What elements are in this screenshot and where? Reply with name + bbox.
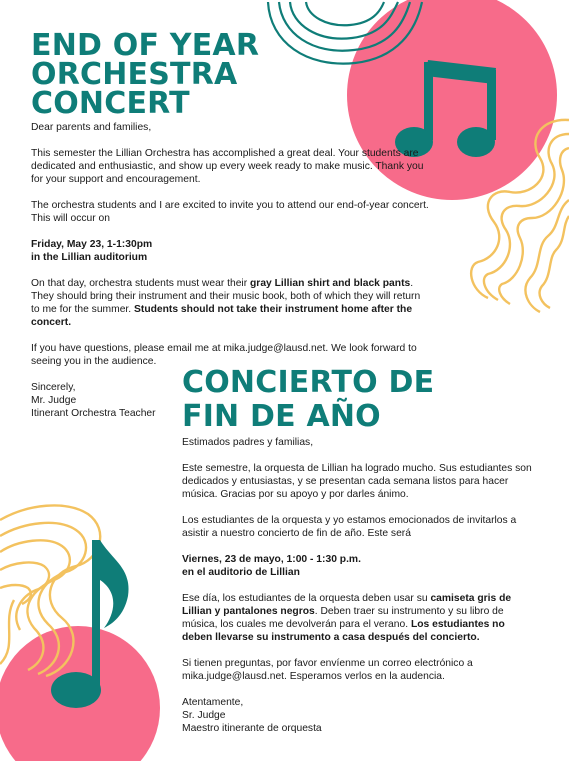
spanish-signer: Sr. Judge: [182, 710, 226, 721]
english-dress-paragraph: [31, 277, 431, 329]
spanish-dress-code: camiseta gris de Lillian y pantalones negros: [182, 593, 512, 617]
spanish-title: [182, 366, 434, 434]
english-dress-warning: Students should not take their instrument home after the concert.: [31, 304, 413, 328]
english-title-line-3: CONCERT: [31, 86, 190, 121]
english-signoff: Sincerely,: [31, 382, 76, 393]
spanish-letter: [182, 436, 537, 735]
spanish-paragraph-1: Este semestre, la orquesta de Lillian ha logrado mucho. Sus estudiantes son dedicados y entusiastas, y se presentan cada semana listos para hacer música. Gracias por su apoyo y por darles ánimo.: [182, 463, 532, 500]
english-title-line-2: ORCHESTRA: [31, 57, 238, 92]
spanish-dress-middle: . Deben traer su instrumento y su libro de música, los cuales me devolverán para el verano.: [182, 606, 504, 630]
english-dress-middle: . They should bring their instrument and their music book, both of which they will return to me for the summer.: [31, 278, 421, 315]
spanish-event-details: [182, 553, 537, 579]
spanish-dress-intro: Ese día, los estudiantes de la orquesta deben usar su: [182, 593, 431, 604]
english-date: Friday, May 23, 1-1:30pm: [31, 239, 153, 250]
spanish-greeting: Estimados padres y familias,: [182, 437, 314, 448]
english-paragraph-2: The orchestra students and I are excited to invite you to attend our end-of-year concert. This will occur on: [31, 200, 429, 224]
spanish-place: en el auditorio de Lillian: [182, 567, 300, 578]
english-title-line-1: END OF YEAR: [31, 28, 260, 63]
spanish-title-line-2: FIN DE AÑO: [182, 399, 381, 434]
english-dress-intro: On that day, orchestra students must wear their: [31, 278, 251, 289]
spanish-signoff: Atentamente,: [182, 697, 244, 708]
english-paragraph-1: This semester the Lillian Orchestra has accomplished a great deal. Your students are dedicated and enthusiastic, and show up every week ready to make music. Thank you for your support and encouragement.: [31, 148, 424, 185]
spanish-dress-warning: Los estudiantes no deben llevarse su instrumento a casa después del concierto.: [182, 619, 505, 643]
english-place: in the Lillian auditorium: [31, 252, 148, 263]
english-signer: Mr. Judge: [31, 395, 77, 406]
english-dress-code: gray Lillian shirt and black pants: [250, 278, 411, 289]
english-greeting: Dear parents and families,: [31, 122, 152, 133]
spanish-title-line-1: CONCIERTO DE: [182, 365, 435, 400]
english-title: [31, 28, 260, 121]
spanish-date: Viernes, 23 de mayo, 1:00 - 1:30 p.m.: [182, 554, 361, 565]
english-questions: If you have questions, please email me at mika.judge@lausd.net. We look forward to seeing you in the audience.: [31, 343, 417, 367]
english-role: Itinerant Orchestra Teacher: [31, 408, 156, 419]
spanish-dress-paragraph: [182, 592, 537, 644]
english-event-details: [31, 238, 431, 264]
spanish-paragraph-2: Los estudiantes de la orquesta y yo estamos emocionados de invitarlos a asistir a nuestro concierto de fin de año. Este será: [182, 515, 517, 539]
spanish-questions: Si tienen preguntas, por favor envíenme un correo electrónico a mika.judge@lausd.net. Esperamos verlos en la audencia.: [182, 658, 473, 682]
spanish-role: Maestro itinerante de orquesta: [182, 723, 322, 734]
